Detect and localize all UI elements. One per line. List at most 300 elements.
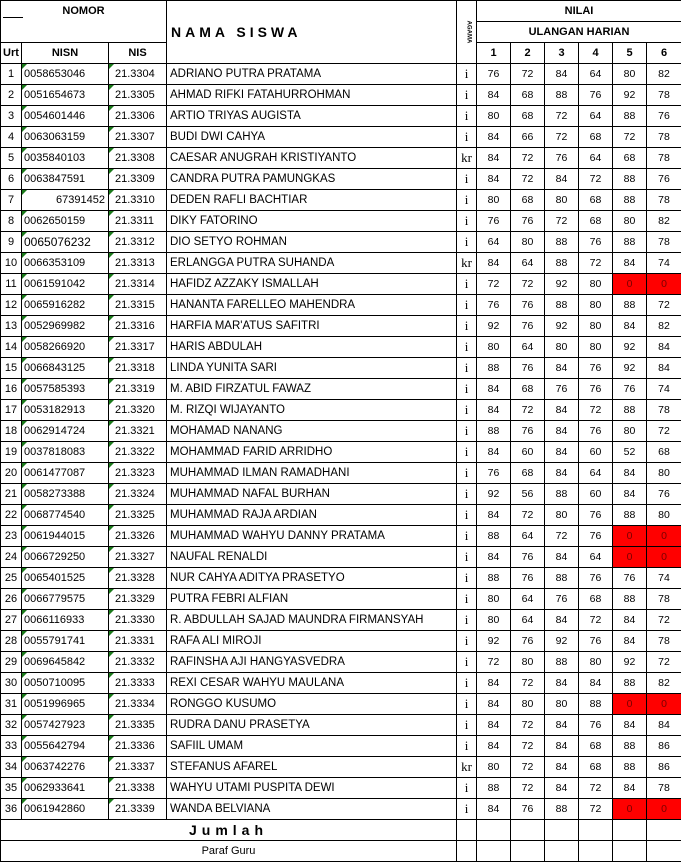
- nis-cell: [109, 652, 167, 673]
- grade-cell-1: 84: [477, 253, 511, 274]
- grade-cell-4: 80: [579, 652, 613, 673]
- nisn-cell: [22, 106, 109, 127]
- ulangan-harian-header: ULANGAN HARIAN: [477, 22, 681, 43]
- grade-cell-4: 76: [579, 421, 613, 442]
- nis-cell: [109, 316, 167, 337]
- jumlah-cell-1: [477, 820, 511, 841]
- row-number: 19: [1, 442, 22, 463]
- agama-cell: i: [457, 799, 477, 820]
- nis-cell: [109, 148, 167, 169]
- nisn-cell: [22, 778, 109, 799]
- nisn-cell: [22, 169, 109, 190]
- grade-cell-3: 84: [545, 778, 579, 799]
- nis-cell: [109, 442, 167, 463]
- text-number-marker: [109, 400, 114, 405]
- agama-cell: i: [457, 778, 477, 799]
- grade-cell-6: 78: [647, 127, 681, 148]
- nis-value: 21.3316: [115, 320, 155, 332]
- grade-cell-4: 72: [579, 610, 613, 631]
- nisn-cell: [22, 316, 109, 337]
- nisn-cell: [22, 400, 109, 421]
- grade-cell-4: 76: [579, 526, 613, 547]
- agama-label: AGAMA: [465, 20, 472, 44]
- grade-cell-5: 80: [613, 421, 647, 442]
- nisn-value: 0061477087: [24, 467, 86, 479]
- nis-value: 21.3323: [115, 467, 155, 479]
- nisn-cell: [22, 85, 109, 106]
- col-5-header: 5: [613, 43, 647, 64]
- agama-cell: i: [457, 274, 477, 295]
- grade-cell-3: 92: [545, 274, 579, 295]
- text-number-marker: [22, 589, 27, 594]
- jumlah-label: Jumlah: [1, 820, 457, 841]
- text-number-marker: [109, 190, 114, 195]
- text-number-marker: [109, 547, 114, 552]
- grade-cell-5: 88: [613, 106, 647, 127]
- grade-cell-6: 80: [647, 505, 681, 526]
- grade-cell-6: 74: [647, 253, 681, 274]
- nisn-cell: [22, 589, 109, 610]
- nisn-cell: [22, 463, 109, 484]
- nisn-value: 0063847591: [24, 173, 86, 185]
- nis-cell: [109, 190, 167, 211]
- grade-cell-5: 76: [613, 379, 647, 400]
- student-name: HANANTA FARELLEO MAHENDRA: [167, 295, 457, 316]
- nisn-cell: [22, 484, 109, 505]
- col-3-header: 3: [545, 43, 579, 64]
- agama-cell: kr: [457, 757, 477, 778]
- text-number-marker: [22, 274, 27, 279]
- text-number-marker: [22, 778, 27, 783]
- nisn-cell: [22, 757, 109, 778]
- nis-cell: [109, 736, 167, 757]
- nis-cell: [109, 505, 167, 526]
- agama-cell: i: [457, 673, 477, 694]
- grade-cell-5: 92: [613, 337, 647, 358]
- grade-cell-6: 76: [647, 484, 681, 505]
- nisn-value: 0057585393: [24, 383, 86, 395]
- nis-value: 21.3318: [115, 362, 155, 374]
- row-number: 11: [1, 274, 22, 295]
- grade-cell-4: 80: [579, 274, 613, 295]
- nis-value: 21.3311: [115, 215, 154, 227]
- table-row: [1, 274, 681, 295]
- agama-cell: i: [457, 505, 477, 526]
- nisn-value: 67391452: [56, 194, 105, 206]
- grade-cell-6: 78: [647, 778, 681, 799]
- grade-cell-2: 72: [511, 505, 545, 526]
- row-number: 12: [1, 295, 22, 316]
- nisn-cell: [22, 232, 109, 253]
- nis-cell: [109, 421, 167, 442]
- text-number-marker: [22, 337, 27, 342]
- paraf-cell-5: [613, 841, 647, 862]
- nisn-value: 0035840103: [24, 152, 86, 164]
- nisn-cell: [22, 610, 109, 631]
- grade-cell-6: 72: [647, 652, 681, 673]
- text-number-marker: [109, 568, 114, 573]
- student-name: BUDI DWI CAHYA: [167, 127, 457, 148]
- grade-cell-2: 68: [511, 190, 545, 211]
- row-number: 13: [1, 316, 22, 337]
- urt-header: Urt: [1, 43, 22, 64]
- student-name: DEDEN RAFLI BACHTIAR: [167, 190, 457, 211]
- row-number: 18: [1, 421, 22, 442]
- grade-cell-5: 84: [613, 778, 647, 799]
- grade-cell-1: 88: [477, 358, 511, 379]
- table-row: [1, 169, 681, 190]
- student-name: ERLANGGA PUTRA SUHANDA: [167, 253, 457, 274]
- nisn-cell: [22, 694, 109, 715]
- grade-cell-3: 88: [545, 799, 579, 820]
- nisn-value: 0063063159: [24, 131, 86, 143]
- grade-cell-3: 72: [545, 106, 579, 127]
- grade-cell-3: 92: [545, 631, 579, 652]
- nama-siswa-header: NAMA SISWA: [167, 1, 457, 64]
- agama-cell: i: [457, 316, 477, 337]
- grade-cell-1: 84: [477, 547, 511, 568]
- grade-cell-4: 68: [579, 736, 613, 757]
- agama-cell: i: [457, 463, 477, 484]
- grade-cell-4: 68: [579, 127, 613, 148]
- nisn-value: 0068774540: [24, 509, 86, 521]
- nisn-value: 0062650159: [24, 215, 86, 227]
- text-number-marker: [109, 589, 114, 594]
- grade-cell-4: 76: [579, 505, 613, 526]
- row-number: 10: [1, 253, 22, 274]
- grade-cell-6: 74: [647, 379, 681, 400]
- nis-cell: [109, 274, 167, 295]
- text-number-marker: [22, 190, 27, 195]
- grade-cell-2: 60: [511, 442, 545, 463]
- row-number: 5: [1, 148, 22, 169]
- grade-cell-3: 80: [545, 190, 579, 211]
- agama-cell: i: [457, 694, 477, 715]
- jumlah-agama-cell: [457, 820, 477, 841]
- grade-cell-6: 78: [647, 85, 681, 106]
- grade-cell-1: 84: [477, 673, 511, 694]
- grade-cell-1: 64: [477, 232, 511, 253]
- grade-cell-4: 80: [579, 316, 613, 337]
- student-name: R. ABDULLAH SAJAD MAUNDRA FIRMANSYAH: [167, 610, 457, 631]
- row-number: 28: [1, 631, 22, 652]
- grade-cell-3: 84: [545, 442, 579, 463]
- nisn-value: 0066116933: [24, 614, 85, 626]
- grade-cell-5: 92: [613, 358, 647, 379]
- text-number-marker: [22, 85, 27, 90]
- grade-cell-4: 76: [579, 232, 613, 253]
- paraf-cell-4: [579, 841, 613, 862]
- grade-cell-4: 64: [579, 463, 613, 484]
- table-row: [1, 358, 681, 379]
- grade-cell-5: 68: [613, 148, 647, 169]
- text-number-marker: [109, 610, 114, 615]
- grade-cell-1: 72: [477, 274, 511, 295]
- table-row: [1, 715, 681, 736]
- grade-cell-4: 68: [579, 589, 613, 610]
- text-number-marker: [22, 232, 27, 237]
- grade-cell-3: 84: [545, 421, 579, 442]
- student-name: MUHAMMAD WAHYU DANNY PRATAMA: [167, 526, 457, 547]
- grade-cell-4: 76: [579, 568, 613, 589]
- grade-cell-6: 84: [647, 358, 681, 379]
- grade-cell-3: 84: [545, 64, 579, 85]
- nisn-cell: [22, 736, 109, 757]
- grade-cell-1: 80: [477, 589, 511, 610]
- nis-cell: [109, 589, 167, 610]
- table-row: [1, 232, 681, 253]
- agama-cell: i: [457, 190, 477, 211]
- grade-cell-6: 72: [647, 295, 681, 316]
- grade-cell-1: 76: [477, 463, 511, 484]
- grade-cell-6: 76: [647, 169, 681, 190]
- text-number-marker: [109, 505, 114, 510]
- grade-cell-6: 84: [647, 715, 681, 736]
- row-number: 33: [1, 736, 22, 757]
- grade-cell-6: 78: [647, 148, 681, 169]
- row-number: 8: [1, 211, 22, 232]
- text-number-marker: [109, 463, 114, 468]
- grade-cell-6: 0: [647, 274, 681, 295]
- row-number: 31: [1, 694, 22, 715]
- agama-cell: kr: [457, 148, 477, 169]
- agama-cell: i: [457, 337, 477, 358]
- grade-cell-4: 80: [579, 337, 613, 358]
- table-row: [1, 64, 681, 85]
- row-number: 24: [1, 547, 22, 568]
- row-number: 25: [1, 568, 22, 589]
- nis-cell: [109, 715, 167, 736]
- grade-cell-4: 76: [579, 85, 613, 106]
- grade-cell-5: 88: [613, 232, 647, 253]
- agama-cell: i: [457, 127, 477, 148]
- agama-cell: i: [457, 736, 477, 757]
- grade-cell-5: 80: [613, 211, 647, 232]
- text-number-marker: [109, 148, 114, 153]
- table-row: [1, 799, 681, 820]
- grade-cell-2: 68: [511, 463, 545, 484]
- paraf-cell-3: [545, 841, 579, 862]
- grade-cell-3: 80: [545, 694, 579, 715]
- text-number-marker: [109, 442, 114, 447]
- grade-cell-4: 68: [579, 211, 613, 232]
- grade-cell-6: 82: [647, 316, 681, 337]
- grade-cell-1: 72: [477, 652, 511, 673]
- nisn-cell: [22, 337, 109, 358]
- grade-cell-1: 88: [477, 421, 511, 442]
- nis-value: 21.3327: [115, 551, 155, 563]
- student-name: HARFIA MAR'ATUS SAFITRI: [167, 316, 457, 337]
- grade-cell-4: 64: [579, 64, 613, 85]
- grade-cell-3: 72: [545, 211, 579, 232]
- nis-cell: [109, 484, 167, 505]
- table-row: [1, 211, 681, 232]
- grade-cell-3: 72: [545, 127, 579, 148]
- text-number-marker: [22, 400, 27, 405]
- grade-cell-1: 76: [477, 64, 511, 85]
- grade-cell-6: 80: [647, 463, 681, 484]
- nisn-cell: [22, 442, 109, 463]
- nisn-value: 0061944015: [24, 530, 86, 542]
- nisn-value: 0055791741: [24, 635, 86, 647]
- nisn-cell: [22, 64, 109, 85]
- grade-cell-4: 60: [579, 484, 613, 505]
- student-name: NUR CAHYA ADITYA PRASETYO: [167, 568, 457, 589]
- grade-cell-1: 84: [477, 694, 511, 715]
- nis-cell: [109, 631, 167, 652]
- text-number-marker: [22, 421, 27, 426]
- nis-value: 21.3307: [115, 131, 155, 143]
- text-number-marker: [22, 505, 27, 510]
- nis-value: 21.3312: [115, 236, 155, 248]
- nisn-cell: [22, 274, 109, 295]
- row-number: 1: [1, 64, 22, 85]
- table-row: [1, 127, 681, 148]
- table-row: [1, 379, 681, 400]
- col-4-header: 4: [579, 43, 613, 64]
- row-number: 35: [1, 778, 22, 799]
- student-name: PUTRA FEBRI ALFIAN: [167, 589, 457, 610]
- grade-cell-6: 76: [647, 106, 681, 127]
- nis-value: 21.3317: [115, 341, 155, 353]
- nisn-cell: [22, 253, 109, 274]
- row-number: 7: [1, 190, 22, 211]
- jumlah-cell-6: [647, 820, 681, 841]
- grade-cell-1: 88: [477, 526, 511, 547]
- nisn-value: 0057427923: [24, 719, 86, 731]
- row-number: 20: [1, 463, 22, 484]
- grade-cell-5: 84: [613, 253, 647, 274]
- text-number-marker: [109, 526, 114, 531]
- nis-value: 21.3332: [115, 656, 155, 668]
- table-row: [1, 610, 681, 631]
- text-number-marker: [22, 631, 27, 636]
- grade-cell-6: 82: [647, 211, 681, 232]
- table-row: [1, 295, 681, 316]
- agama-cell: i: [457, 610, 477, 631]
- text-number-marker: [22, 610, 27, 615]
- agama-cell: i: [457, 85, 477, 106]
- nisn-cell: [22, 631, 109, 652]
- nisn-cell: [22, 421, 109, 442]
- nilai-header: NILAI: [477, 1, 681, 22]
- jumlah-cell-4: [579, 820, 613, 841]
- grade-cell-5: 88: [613, 505, 647, 526]
- agama-cell: i: [457, 526, 477, 547]
- nomor-label: NOMOR: [62, 5, 105, 17]
- agama-cell: i: [457, 169, 477, 190]
- grade-cell-1: 84: [477, 169, 511, 190]
- grade-cell-2: 80: [511, 652, 545, 673]
- grade-cell-6: 86: [647, 736, 681, 757]
- nis-cell: [109, 358, 167, 379]
- student-name: RAFA ALI MIROJI: [167, 631, 457, 652]
- table-row: [1, 568, 681, 589]
- text-number-marker: [109, 316, 114, 321]
- grade-cell-2: 76: [511, 631, 545, 652]
- nisn-cell: [22, 568, 109, 589]
- student-name: RAFINSHA AJI HANGYASVEDRA: [167, 652, 457, 673]
- nis-cell: [109, 295, 167, 316]
- text-number-marker: [22, 463, 27, 468]
- grade-cell-2: 76: [511, 568, 545, 589]
- grade-cell-1: 84: [477, 715, 511, 736]
- student-name: LINDA YUNITA SARI: [167, 358, 457, 379]
- grade-cell-3: 84: [545, 673, 579, 694]
- nis-value: 21.3313: [115, 257, 155, 269]
- grade-cell-2: 72: [511, 148, 545, 169]
- nis-value: 21.3320: [115, 404, 155, 416]
- grade-cell-3: 84: [545, 547, 579, 568]
- text-number-marker: [109, 757, 114, 762]
- grade-cell-6: 72: [647, 610, 681, 631]
- grade-cell-4: 60: [579, 442, 613, 463]
- grade-cell-6: 78: [647, 190, 681, 211]
- grade-cell-3: 72: [545, 526, 579, 547]
- grade-cell-6: 78: [647, 232, 681, 253]
- grade-cell-4: 76: [579, 379, 613, 400]
- text-number-marker: [22, 295, 27, 300]
- grade-cell-5: 0: [613, 274, 647, 295]
- student-name: STEFANUS AFAREL: [167, 757, 457, 778]
- grade-cell-1: 80: [477, 190, 511, 211]
- grade-cell-5: 88: [613, 295, 647, 316]
- grade-cell-6: 82: [647, 673, 681, 694]
- nisn-value: 0054601446: [24, 110, 86, 122]
- grade-cell-1: 92: [477, 484, 511, 505]
- grade-cell-3: 88: [545, 85, 579, 106]
- row-number: 22: [1, 505, 22, 526]
- grade-cell-1: 80: [477, 106, 511, 127]
- nisn-value: 0063742276: [24, 761, 86, 773]
- nisn-value: 0050710095: [24, 677, 86, 689]
- grade-cell-2: 64: [511, 253, 545, 274]
- grade-cell-5: 52: [613, 442, 647, 463]
- nis-value: 21.3325: [115, 509, 155, 521]
- nis-cell: [109, 169, 167, 190]
- grade-cell-5: 84: [613, 610, 647, 631]
- grade-cell-4: 76: [579, 715, 613, 736]
- table-row: [1, 589, 681, 610]
- nis-cell: [109, 64, 167, 85]
- row-number: 6: [1, 169, 22, 190]
- nisn-value: 0061942860: [24, 803, 86, 815]
- nis-value: 21.3306: [115, 110, 155, 122]
- paraf-cell-1: [477, 841, 511, 862]
- grade-cell-5: 84: [613, 484, 647, 505]
- grade-cell-6: 0: [647, 799, 681, 820]
- student-name: AHMAD RIFKI FATAHURROHMAN: [167, 85, 457, 106]
- text-number-marker: [22, 547, 27, 552]
- text-number-marker: [22, 379, 27, 384]
- grade-cell-2: 64: [511, 589, 545, 610]
- agama-cell: i: [457, 631, 477, 652]
- nis-value: 21.3339: [115, 803, 155, 815]
- text-number-marker: [109, 652, 114, 657]
- text-number-marker: [109, 337, 114, 342]
- table-row: [1, 736, 681, 757]
- nis-cell: [109, 106, 167, 127]
- paraf-agama-cell: [457, 841, 477, 862]
- table-row: [1, 442, 681, 463]
- nisn-value: 0053182913: [24, 404, 86, 416]
- table-row: [1, 253, 681, 274]
- table-row: [1, 484, 681, 505]
- grade-cell-5: 84: [613, 715, 647, 736]
- agama-cell: i: [457, 652, 477, 673]
- text-number-marker: [22, 484, 27, 489]
- grade-cell-2: 66: [511, 127, 545, 148]
